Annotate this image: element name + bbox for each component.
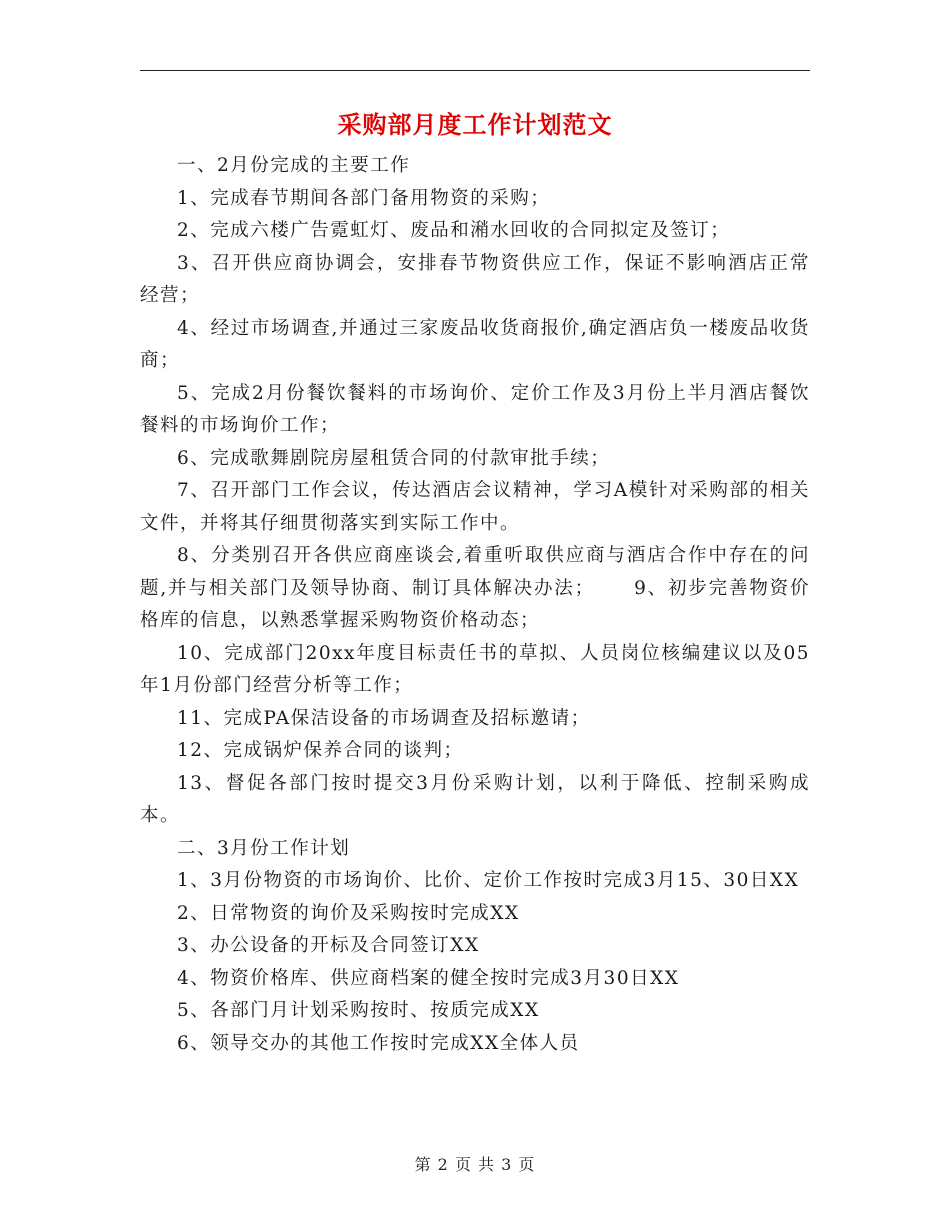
list-item: 5、完成2月份餐饮餐料的市场询价、定价工作及3月份上半月酒店餐饮餐料的市场询价工作； <box>140 382 810 436</box>
list-item: 4、经过市场调查,并通过三家废品收货商报价,确定酒店负一楼废品收货商； <box>140 317 810 371</box>
list-item: 11、完成PA保洁设备的市场调查及招标邀请； <box>177 707 591 729</box>
list-item: 7、召开部门工作会议，传达酒店会议精神，学习A模针对采购部的相关文件，并将其仔细贯彻落实到实际工作中。 <box>140 480 810 534</box>
list-item: 5、各部门月计划采购按时、按质完成XX <box>177 1000 540 1021</box>
list-item: 13、督促各部门按时提交3月份采购计划，以利于降低、控制采购成本。 <box>140 772 810 826</box>
list-item: 2、日常物资的询价及采购按时完成XX <box>177 902 520 924</box>
page-number-footer: 第 2 页 共 3 页 <box>414 1155 536 1174</box>
document-body <box>140 150 810 1060</box>
section-heading: 一、2月份完成的主要工作 <box>177 155 411 176</box>
list-item: 1、完成春节期间各部门备用物资的采购； <box>177 187 551 209</box>
list-item: 6、领导交办的其他工作按时完成XX全体人员 <box>177 1032 580 1054</box>
page-title: 采购部月度工作计划范文 <box>337 111 613 139</box>
section-heading: 二、3月份工作计划 <box>177 837 351 859</box>
list-item: 3、办公设备的开标及合同签订XX <box>177 935 480 956</box>
list-item: 12、完成锅炉保养合同的谈判； <box>177 740 464 761</box>
list-item: 3、召开供应商协调会，安排春节物资供应工作，保证不影响酒店正常经营； <box>140 252 810 306</box>
list-item: 4、物资价格库、供应商档案的健全按时完成3月30日XX <box>177 967 680 989</box>
header-rule <box>140 70 810 71</box>
list-item: 2、完成六楼广告霓虹灯、废品和潲水回收的合同拟定及签订； <box>177 220 731 241</box>
list-item: 1、3月份物资的市场询价、比价、定价工作按时完成3月15、30日XX <box>177 870 800 891</box>
list-item: 8、分类别召开各供应商座谈会,着重听取供应商与酒店合作中存在的问题,并与相关部门及领导协商、制订具体解决办法； 9、初步完善物资价格库的信息，以熟悉掌握采购物资价格动态； <box>140 545 810 631</box>
list-item: 6、完成歌舞剧院房屋租赁合同的付款审批手续； <box>177 447 611 469</box>
list-item: 10、完成部门20xx年度目标责任书的草拟、人员岗位核编建议以及05年1月份部门经营分析等工作； <box>140 642 810 696</box>
